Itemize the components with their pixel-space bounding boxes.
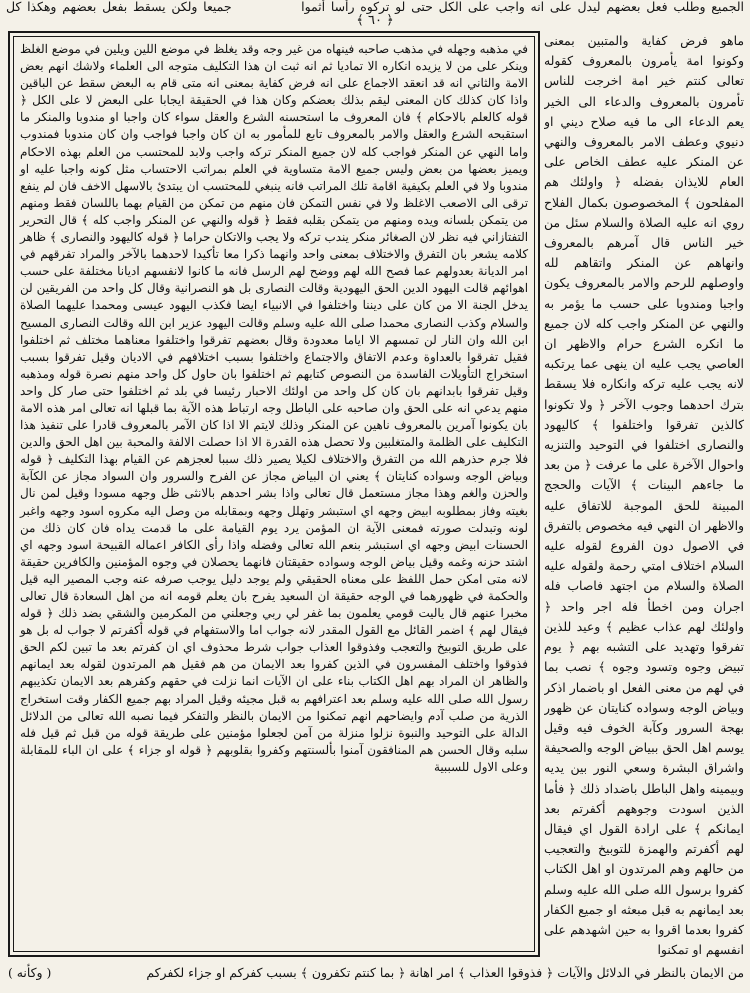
footer-line xyxy=(8,960,744,988)
footer-text: من الايمان بالنظر في الدلائل والآيات ﴿ فذوقوا العذاب ﴾ امر اهانة ﴿ بما كنتم تكفرون ﴾ بسبب كفركم او جزاء لكفركم xyxy=(146,965,744,980)
page-number-value: ٦٠ xyxy=(368,13,382,28)
main-commentary-frame xyxy=(8,31,540,957)
margin-commentary xyxy=(544,31,744,957)
header-text-start: الجميع وطلب فعل بعضهم ليدل على انه واجب على الكل حتى لو تركوه رأسا أثموا xyxy=(301,0,744,14)
margin-commentary-text: ماهو فرض كفاية والمتبين بمعنى وكونوا امة يأمرون بالمعروف كقوله تعالى كنتم خير امة اخرجت للناس تأمرون بالمعروف والدعاء الى الخير يعم الدعاء الى ما فيه صلاح ديني او دنيوي وعطف الامر بالمعروف والنهي عن المنكر عليه عطف الخاص على العام للايذان بفضله ﴿ واولئك هم المفلحون ﴾ المخصوصون بكمال الفلاح روي انه عليه الصلاة والسلام سئل من خير الناس قال آمرهم بالمعروف وانهاهم عن المنكر واتقاهم لله واوصلهم للرحم والامر بالمعروف يكون واجبا ومندوبا على حسب ما يؤمر به والنهي عن المنكر واجب كله لان جميع ما انكره الشرع حرام والاظهر ان العاصي يجب عليه ان ينهى عما يرتكبه لانه يجب عليه تركه وانكاره فلا يسقط بترك احدهما وجوب الآخر ﴿ ولا تكونوا كالذين تفرقوا واختلفوا ﴾ كاليهود والنصارى اختلفوا في التوحيد والتنزيه واحوال الآخرة على ما عرفت ﴿ من بعد ما جاءهم البينات ﴾ الآيات والحجج المبينة للحق الموجبة للاتفاق عليه والاظهر ان النهي فيه مخصوص بالتفرق في الاصول دون الفروع لقوله عليه السلام اختلاف امتي رحمة ولقوله عليه الصلاة والسلام من اجتهد فاصاب فله اجران ومن اخطأ فله اجر واحد ﴿ واولئك لهم عذاب عظيم ﴾ وعيد للذين تفرقوا وتهديد على التشبه بهم ﴿ يوم تبيض وجوه وتسود وجوه ﴾ نصب بما في لهم من معنى الفعل او باضمار اذكر وبياض الوجه وسواده كنايتان عن ظهور بهجة السرور وكآبة الخوف فيه وقيل يوسم اهل الحق ببياض الوجه والصحيفة واشراق البشرة وسعي النور بين يديه وبيمينه واهل الباطل باضداد ذلك ﴿ فأما الذين اسودت وجوههم أكفرتم بعد ايمانكم ﴾ على ارادة القول اي فيقال لهم أكفرتم والهمزة للتوبيخ والتعجيب من حالهم وهم المرتدون او اهل الكتاب كفروا برسول الله صلى الله عليه وسلم بعد ايمانهم به قبل مبعثه او جميع الكفار كفروا بعدما اقروا به حين اشهدهم على انفسهم او تمكنوا xyxy=(544,33,744,957)
main-commentary-text: في مذهبه وجهله في مذهب صاحبه فينهاه من غير وجه وقد يغلظ في موضع اللين ويلين في موضع الغلظ وينكر على من لا يزيده انكاره الا تماديا ثم انه ثبت ان هذا التكليف متوجه الى العلماء ولاشك انهم بعض الامة والثاني انه قد انعقد الاجماع على انه فرض كفاية بمعنى انه متى قام به البعض سقط عن الباقين واذا كان كذلك كان المعنى ليقم بذلك بعضكم وكان هذا في الحقيقة ايجابا على البعض لا على الكل ﴿ قوله كالعلم بالاحكام ﴾ فان المعروف ما استحسنه الشرع والعقل سواء كان واجبا او مندوبا والمنكر ما استقبحه الشرع والعقل والامر بالمعروف تابع للمأمور به ان كان واجبا فواجب وان كان مندوبا فمندوب واما النهي عن المنكر فواجب كله لان جميع المنكر تركه واجب ولابد للمحتسب من العلم بهذه الاحكام ويميز بعضها من بعض وليس جميع الامة متساوية في العلم بمراتب الاحتساب مثل كونه واجبا عليه او مندوبا ولا في العلم بكيفية اقامة تلك المراتب فانه ينبغي للمحتسب ان يبتدئ بالاسهل الاخف فان لم ينفع ترقى الى الاصعب الاغلظ ولا في نفس التمكن فان منهم من تمكن من القيام بهما باللسان فقط ومنهم من يتمكن بلسانه ويده ومنهم من يتمكن بقلبه فقط ﴿ قوله والنهي عن المنكر واجب كله ﴾ قال التحرير التفتازاني فيه نظر لان الصغائر منكر يندب تركه ولا يجب والاتكان حراما ﴿ قوله كاليهود والنصارى ﴾ ظاهر كلامه يشعر بان التفرق والاختلاف بمعنى واحد وانهما ذكرا معا تأكيدا لاحدهما بالآخر والمراد تفرقهم في امر الديانة بعدولهم عما فصح الله لهم ووضح لهم الرسل فانه ما كانوا لانفسهم اديانا مختلفة على حسب اهوائهم قالت اليهود الدين الحق اليهودية وقالت النصارى بل هو النصرانية وقال كل واحد من الفريقين لن يدخل الجنة الا من كان على ديننا واختلفوا في الانبياء ايضا فكذب اليهود عيسى ومحمدا عليهما الصلاة والسلام وكذب النصارى محمدا صلى الله عليه وسلم وقالت اليهود عزير ابن الله وقالت النصارى المسيح ابن الله وان النار لن تمسهم الا اياما معدودة وقال بعضهم تفرقوا واختلفوا معناهما مختلف ثم اختلفوا فقيل تفرقوا بالعداوة وعدم الاتفاق والاجتماع واختلفوا بسبب اختلافهم في الاديان وقيل تفرقوا بسبب استخراج التأويلات الفاسدة من النصوص كتابهم ثم اختلفوا بان حاول كل واحد منهم نصرة قوله ومذهبه وقيل تفرقوا بابدانهم بان كان كل واحد من اولئك الاحبار رئيسا في بلد ثم اختلفوا حتى صار كل واحد منهم يدعي انه على الحق وان صاحبه على الباطل وجه ارتباط هذه الآية بما قبلها انه تعالى امر هذه الامة بان يكونوا آمرين بالمعروف ناهين عن المنكر وذلك لايتم الا اذا كان الآمر بالمعروف قادرا على تنفيذ هذا التكليف على الظلمة والمتغلبين ولا تحصل هذه القدرة الا اذا حصلت الالفة والمحبة بين اهل الحق والدين فلا جرم حذرهم الله من التفرق والاختلاف لكيلا يصير ذلك سببا لعجزهم عن القيام بهذا التكليف ﴿ قوله وبياض الوجه وسواده كنايتان ﴾ يعني ان البياض مجاز عن الفرح والسرور وان السواد مجاز عن الكآبة والحزن والغم وهذا مجاز مستعمل قال تعالى واذا بشر احدهم بالانثى ظل وجهه مسودا وقيل لمن نال بغيته وفاز بمطلوبه ابيض وجهه اي استبشر وتهلل وجهه وبمقابله من وصل اليه مكروه اسود وجهه واغبر لونه وتبدلت صورته فمعنى الآية ان المؤمن يرد يوم القيامة على ما قدمت يداه فان كان ذلك من الحسنات ابيض وجهه اي استبشر بنعم الله تعالى وفضله واذا رأى الكافر اعماله القبيحة اسود وجهه اي اشتد حزنه وغمه وقيل بياض الوجه وسواده حقيقتان فانهما يحصلان في وجوه المؤمنين والكافرين حقيقة لانه متى امكن حمل اللفظ على معناه الحقيقي ولم يوجد دليل يوجب صرفه عنه وجب المصير اليه قيل والحكمة في ظهورهما في الوجه حقيقة ان السعيد يفرح بان يعلم قومه انه من اهل السعادة قال تعالى مخبرا عنهم قال ياليت قومي يعلمون بما غفر لي ربي وجعلني من المكرمين والشقي بضد ذلك ﴿ قوله فيقال لهم ﴾ اضمر القائل مع القول المقدر لانه جواب اما والاستفهام في قوله أكفرتم لا جواب له بل هو على طريق التوبيخ والتعجب وفذوقوا العذاب جواب شرط محذوف اي ان كفرتم بعد ما تبين لكم الحق فذوقوا واختلف المفسرون في الذين كفروا بعد الايمان من هم فقيل هم المرتدون لقوله بعد ايمانهم والظاهر ان المراد بهم اهل الكتاب بناء على ان الآيات انما نزلت في حقهم وكفرهم بعد الايمان تكذيبهم رسول الله صلى الله عليه وسلم بعد اعترافهم به قبل مجيئه وقيل المراد بهم جميع الكفار وقت استخراج الذرية من صلب آدم وايضاحهم انهم تمكنوا من الايمان بالنظر والتفكر فيما نصبه الله تعالى من الدلائل الدالة على التوحيد والنبوة نزلوا منزلة من آمن لجعلوا مؤمنين على طريقة قوله من قبل ثم قيل فله سلبه وقال الحسن هم المنافقون آمنوا بألسنتهم وكفروا بقلوبهم ﴿ قوله او جزاء ﴾ على ان الباء للمقابلة وعلى الاول للسببية xyxy=(20,42,528,774)
main-commentary-inner xyxy=(13,36,535,952)
catchword: ( وكأنه ) xyxy=(8,965,52,980)
page-number: ﴿ ٦٠ ﴾ xyxy=(352,14,398,28)
header-text-end: جميعا ولكن يسقط بفعل بعضهم وهكذا كل xyxy=(6,0,232,14)
